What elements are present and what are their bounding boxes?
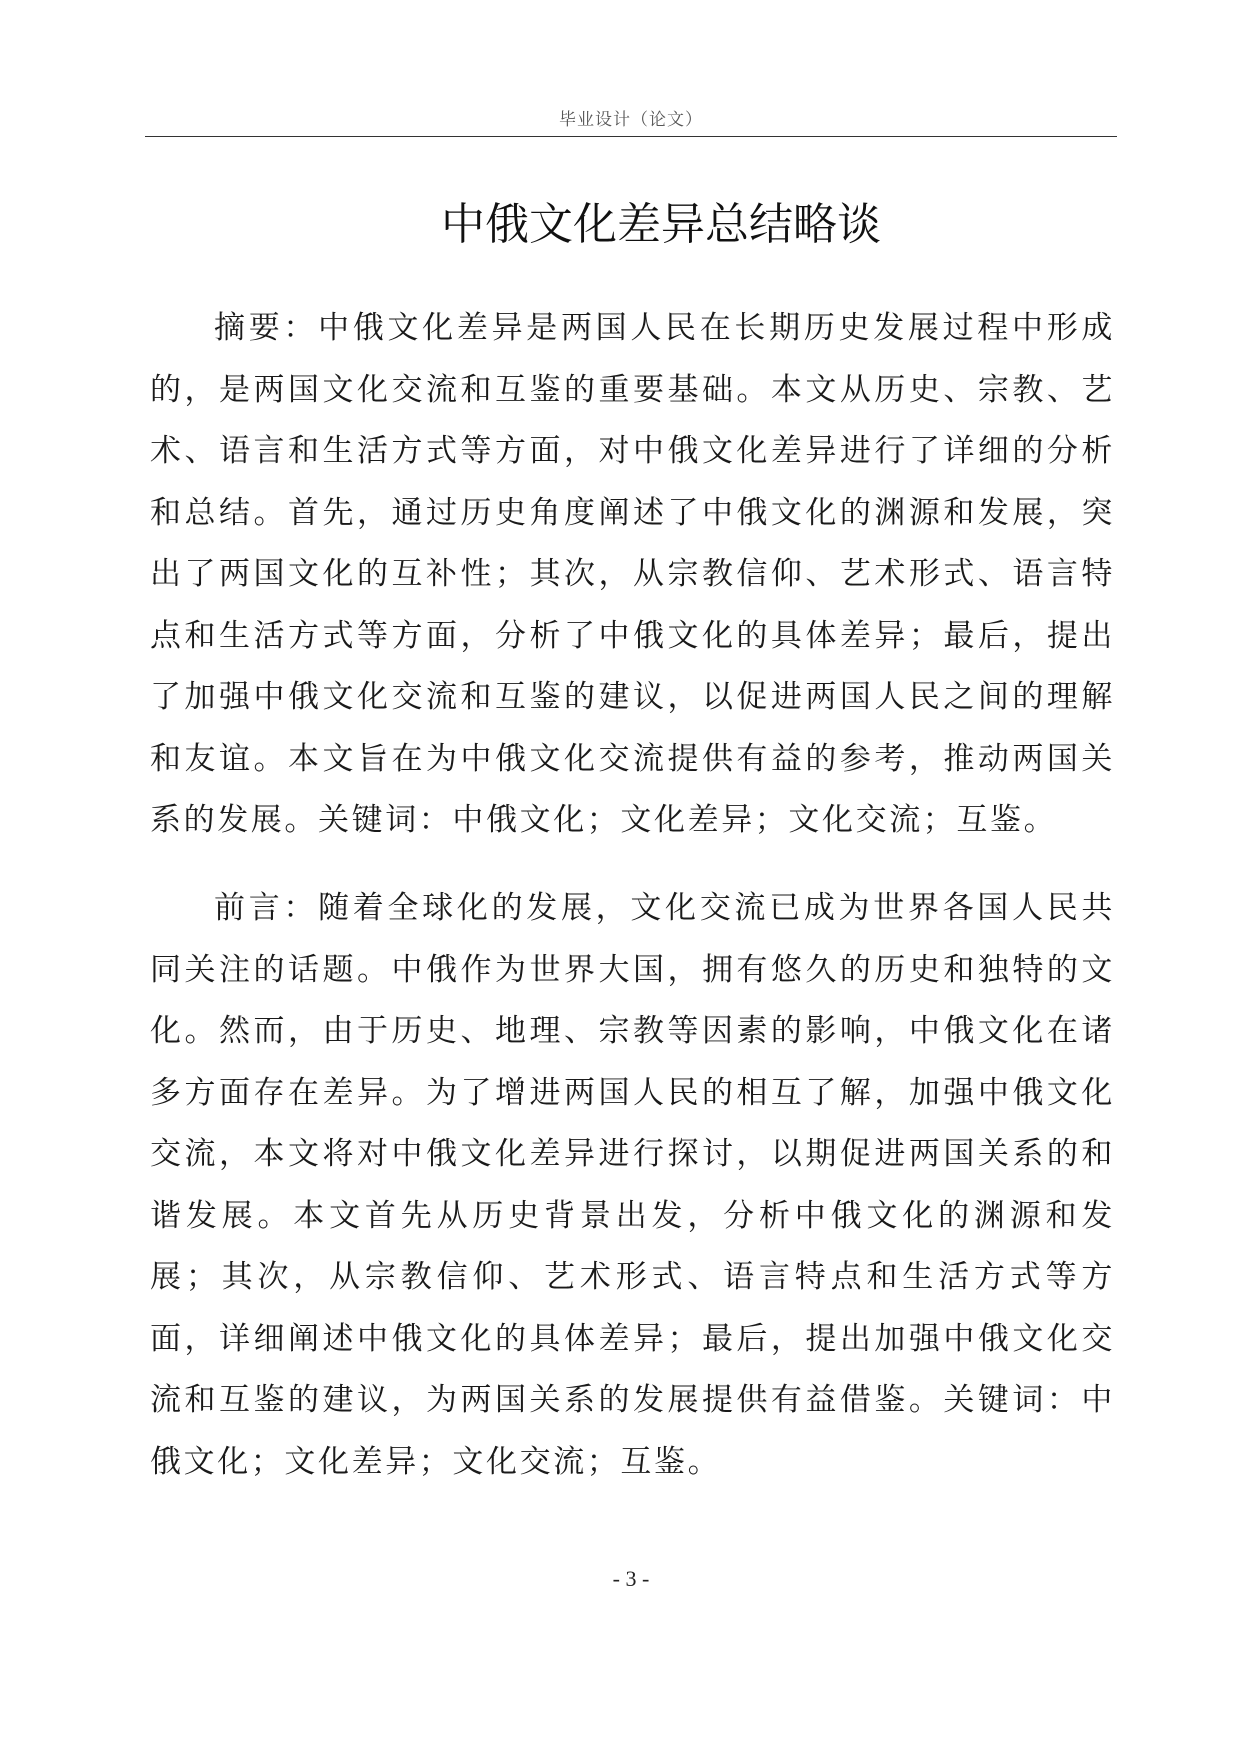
page-number: - 3 - [612, 1566, 650, 1591]
document-title: 中俄文化差异总结略谈 [441, 199, 881, 250]
abstract-paragraph: 摘要：中俄文化差异是两国人民在长期历史发展过程中形成的，是两国文化交流和互鉴的重要基础。本文从历史、宗教、艺术、语言和生活方式等方面，对中俄文化差异进行了详细的分析和总结。首先，通过历史角度阐述了中俄文化的渊源和发展，突出了两国文化的互补性；其次，从宗教信仰、艺术形式、语言特点和生活方式等方面，分析了中俄文化的具体差异；最后，提出了加强中俄文化交流和互鉴的建议，以促进两国人民之间的理解和友谊。本文旨在为中俄文化交流提供有益的参考，推动两国关系的发展。关键词：中俄文化；文化差异；文化交流；互鉴。 [150, 310, 1115, 838]
preface-paragraph: 前言：随着全球化的发展，文化交流已成为世界各国人民共同关注的话题。中俄作为世界大国，拥有悠久的历史和独特的文化。然而，由于历史、地理、宗教等因素的影响，中俄文化在诸多方面存在差异。为了增进两国人民的相互了解，加强中俄文化交流，本文将对中俄文化差异进行探讨，以期促进两国关系的和谐发展。本文首先从历史背景出发，分析中俄文化的渊源和发展；其次，从宗教信仰、艺术形式、语言特点和生活方式等方面，详细阐述中俄文化的具体差异；最后，提出加强中俄文化交流和互鉴的建议，为两国关系的发展提供有益借鉴。关键词：中俄文化；文化差异；文化交流；互鉴。 [150, 890, 1115, 1480]
header-divider [145, 136, 1117, 137]
running-header: 毕业设计（论文） [559, 110, 703, 130]
